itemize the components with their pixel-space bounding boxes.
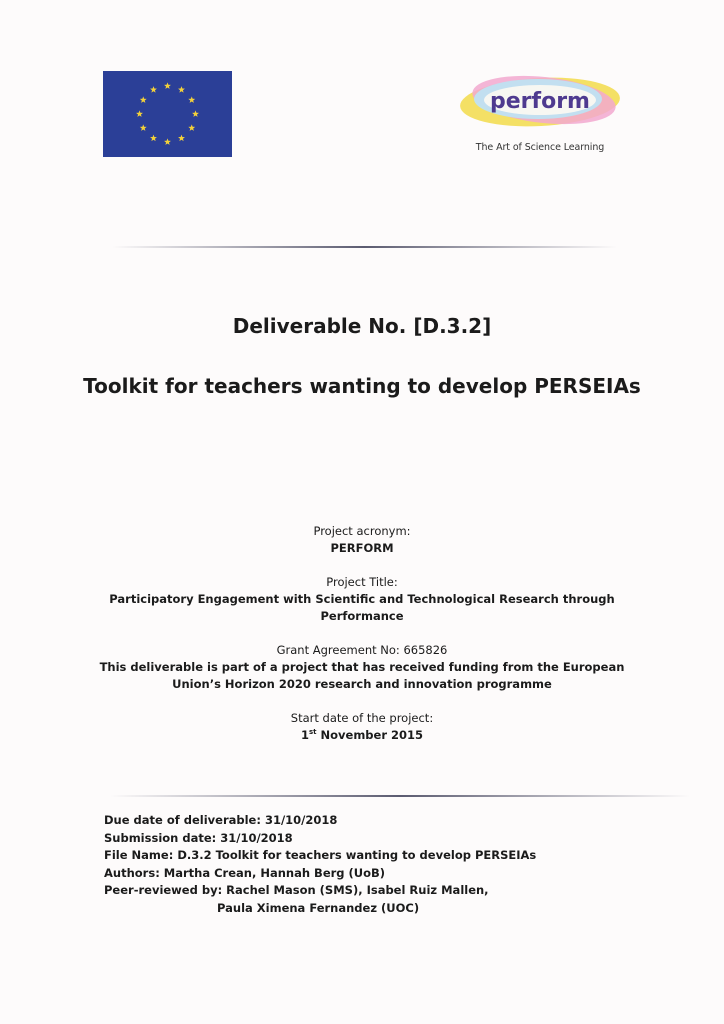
- project-title-label: Project Title:: [326, 575, 398, 589]
- submission-date: Submission date: 31/10/2018: [104, 830, 293, 845]
- eu-star-icon: [192, 110, 199, 117]
- eu-star-icon: [140, 124, 147, 131]
- project-title-line1: Participatory Engagement with Scientific and Technological Research through: [109, 592, 615, 606]
- funding-line2: Union’s Horizon 2020 research and innovation programme: [172, 677, 552, 691]
- eu-star-icon: [150, 86, 157, 93]
- eu-star-icon: [150, 135, 157, 142]
- eu-star-icon: [188, 124, 195, 131]
- project-info: [0, 523, 724, 744]
- file-name: File Name: D.3.2 Toolkit for teachers wanting to develop PERSEIAs: [104, 848, 537, 862]
- grant-agreement: Grant Agreement No: 665826: [276, 643, 448, 657]
- authors: Authors: Martha Crean, Hannah Berg (UoB): [104, 865, 386, 880]
- acronym-value: PERFORM: [330, 541, 394, 555]
- start-date-label: Start date of the project:: [290, 711, 434, 725]
- eu-star-icon: [140, 96, 147, 103]
- funding-line1: This deliverable is part of a project that has received funding from the European: [99, 660, 625, 674]
- eu-star-icon: [188, 96, 195, 103]
- peer-reviewers-line1: Peer-reviewed by: Rachel Mason (SMS), Isabel Ruiz Mallen,: [104, 883, 489, 897]
- acronym-label: Project acronym:: [313, 524, 411, 538]
- eu-star-icon: [164, 82, 171, 89]
- perform-logo: [458, 72, 622, 158]
- due-date: Due date of deliverable: 31/10/2018: [104, 813, 338, 827]
- eu-flag-icon: [103, 71, 232, 157]
- deliverable-number: Deliverable No. [D.3.2]: [232, 314, 492, 338]
- eu-star-icon: [136, 110, 143, 117]
- start-date-value: 1st November 2015: [300, 728, 424, 742]
- peer-reviewers-line2: Paula Ximena Fernandez (UOC): [217, 900, 420, 915]
- logo-wordmark: perform: [490, 89, 590, 114]
- divider-bottom: [110, 795, 690, 797]
- eu-star-icon: [178, 135, 185, 142]
- divider-top: [112, 246, 617, 248]
- document-metadata: [104, 812, 536, 917]
- project-title-line2: Performance: [320, 609, 404, 623]
- eu-star-icon: [178, 86, 185, 93]
- logo-tagline: The Art of Science Learning: [475, 142, 605, 153]
- document-title: Toolkit for teachers wanting to develop PERSEIAs: [83, 374, 641, 398]
- eu-star-icon: [164, 138, 171, 145]
